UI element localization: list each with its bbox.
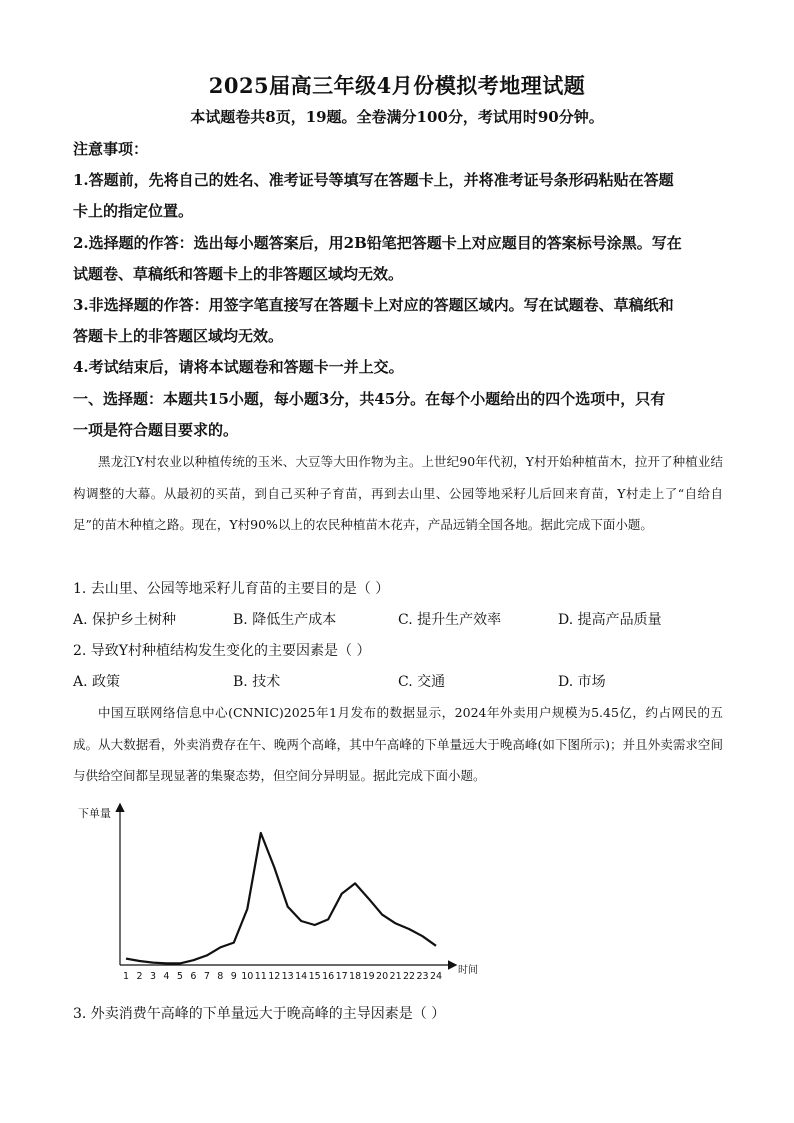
x-tick-label: 14 xyxy=(295,971,308,982)
x-tick-label: 23 xyxy=(416,971,429,982)
x-tick-label: 15 xyxy=(308,971,321,982)
question-1-option-b[interactable]: B. 降低生产成本 xyxy=(233,612,337,628)
exam-title: 2025届高三年级4月份模拟考地理试题 xyxy=(208,73,586,98)
x-tick-label: 16 xyxy=(322,971,335,982)
notes-line: 2.选择题的作答：选出每小题答案后，用2B铅笔把答题卡上对应题目的答案标号涂黑。写在 xyxy=(73,234,682,252)
notes-heading: 注意事项： xyxy=(73,140,149,158)
exam-subtitle: 本试题卷共8页，19题。全卷满分100分，考试用时90分钟。 xyxy=(190,108,604,126)
passage-2-text: 中国互联网络信息中心(CNNIC)2025年1月发布的数据显示，2024年外卖用户规模为5.45亿，约占网民的五成。从大数据看，外卖消费存在午、晚两个高峰，其中午高峰的下单量远大于晚高峰(如下图所示)；并且外卖需求空间与供给空间都呈现显著的集聚态势，但空间分异明显。据此完成下面小题。 xyxy=(73,705,723,783)
question-2-stem: 2. 导致Y村种植结构发生变化的主要因素是（ ） xyxy=(73,643,371,659)
question-1-option-d[interactable]: D. 提高产品质量 xyxy=(558,612,662,628)
x-tick-label: 18 xyxy=(349,971,362,982)
question-2-option-c[interactable]: C. 交通 xyxy=(398,674,446,690)
question-2-option-a[interactable]: A. 政策 xyxy=(73,674,121,690)
x-tick-label: 2 xyxy=(136,971,143,982)
notes-line: 4.考试结束后，请将本试题卷和答题卡一并上交。 xyxy=(73,358,404,376)
notes-line: 卡上的指定位置。 xyxy=(73,202,194,220)
notes-line: 1.答题前，先将自己的姓名、准考证号等填写在答题卡上，并将准考证号条形码粘贴在答题 xyxy=(73,171,674,189)
x-tick-label: 4 xyxy=(163,971,170,982)
x-tick-label: 19 xyxy=(362,971,375,982)
notes-line: 3.非选择题的作答：用签字笔直接写在答题卡上对应的答题区域内。写在试题卷、草稿纸和 xyxy=(73,296,674,314)
x-tick-label: 22 xyxy=(402,971,416,982)
passage-1-text: 黑龙江Y村农业以种植传统的玉米、大豆等大田作物为主。上世纪90年代初，Y村开始种植苗木，拉开了种植业结构调整的大幕。从最初的买苗，到自己买种子育苗，再到去山里、公园等地采籽儿后回来育苗，Y村走上了“自给自足”的苗木种植之路。现在，Y村90%以上的农民种植苗木花卉，产品远销全国各地。据此完成下面小题。 xyxy=(73,454,723,532)
notes-line: 答题卡上的非答题区域均无效。 xyxy=(73,327,284,345)
notes-line: 试题卷、草稿纸和答题卡上的非答题区域均无效。 xyxy=(73,265,404,283)
passage-2 xyxy=(73,697,723,792)
y-axis-label: 下单量 xyxy=(78,807,111,820)
x-tick-label: 7 xyxy=(203,971,210,982)
question-1-stem: 1. 去山里、公园等地采籽儿育苗的主要目的是（ ） xyxy=(73,581,390,597)
x-tick-label: 6 xyxy=(190,971,197,982)
x-tick-label: 21 xyxy=(389,971,402,982)
x-tick-label: 13 xyxy=(281,971,294,982)
question-2-option-d[interactable]: D. 市场 xyxy=(558,674,606,690)
x-tick-label: 8 xyxy=(217,971,224,982)
order-volume-chart xyxy=(70,795,490,990)
x-tick-label: 20 xyxy=(376,971,389,982)
x-tick-label: 12 xyxy=(268,971,281,982)
section-heading-line1: 一、选择题：本题共15小题，每小题3分，共45分。在每个小题给出的四个选项中，只有 xyxy=(73,390,666,408)
question-3-stem: 3. 外卖消费午高峰的下单量远大于晚高峰的主导因素是（ ） xyxy=(73,1006,446,1022)
order-volume-line xyxy=(126,833,436,963)
x-axis-label: 时间 xyxy=(458,965,478,976)
x-tick-label: 17 xyxy=(335,971,348,982)
x-tick-label: 11 xyxy=(254,971,267,982)
x-tick-label: 5 xyxy=(176,971,183,982)
x-tick-label: 24 xyxy=(429,971,443,982)
section-heading-line2: 一项是符合题目要求的。 xyxy=(73,421,239,439)
x-tick-label: 1 xyxy=(122,971,130,982)
x-tick-label: 10 xyxy=(241,971,254,982)
question-2-option-b[interactable]: B. 技术 xyxy=(233,674,281,690)
question-1-option-c[interactable]: C. 提升生产效率 xyxy=(398,612,502,628)
x-tick-label: 3 xyxy=(149,971,157,982)
passage-1 xyxy=(73,446,723,541)
question-1-option-a[interactable]: A. 保护乡土树种 xyxy=(73,612,177,628)
x-tick-label: 9 xyxy=(230,971,237,982)
